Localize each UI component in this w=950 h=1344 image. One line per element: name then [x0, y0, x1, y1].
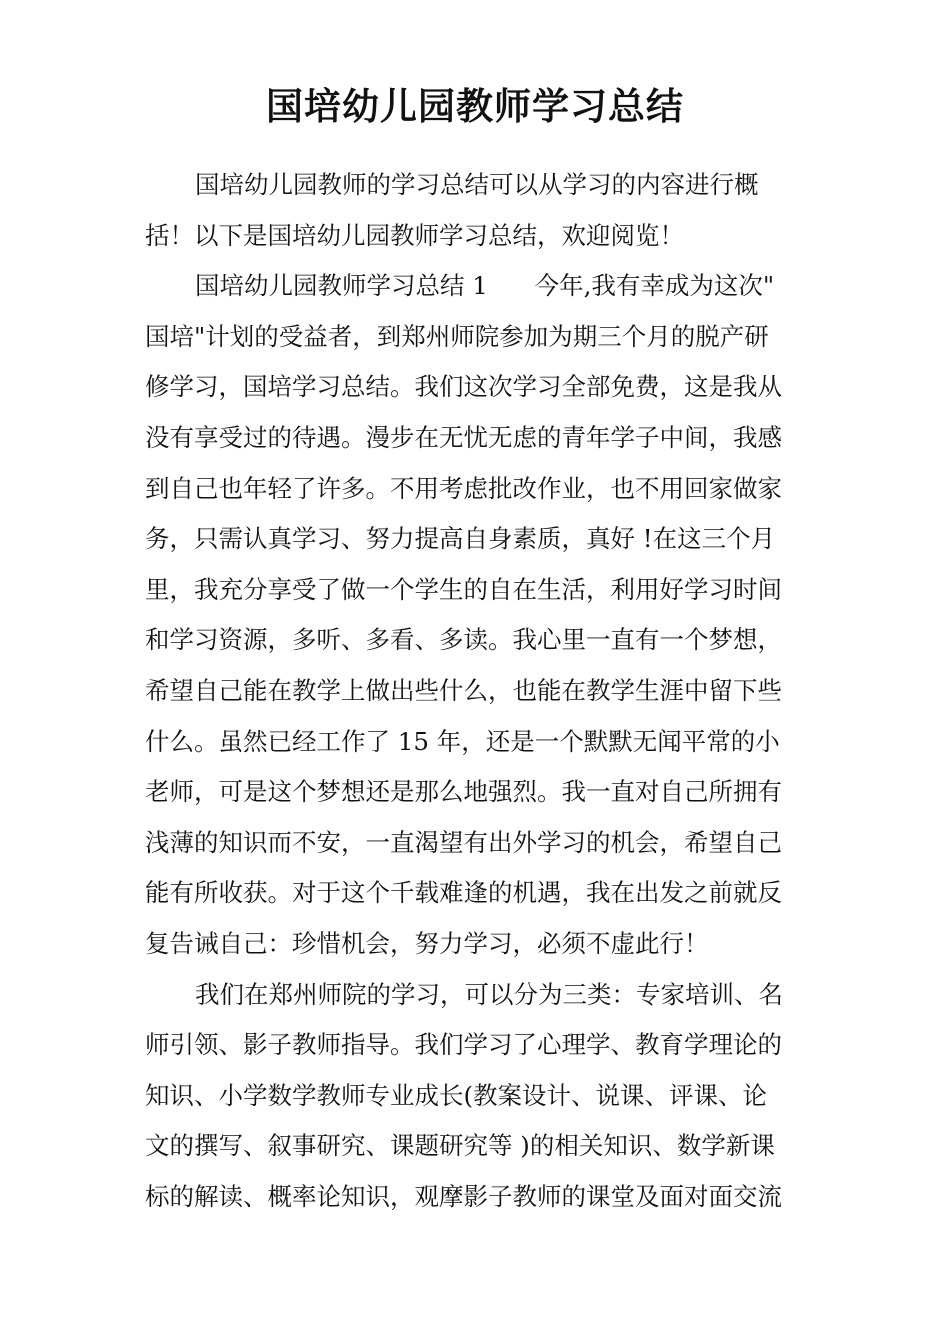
text-line: 国培"计划的受益者，到郑州师院参加为期三个月的脱产研	[145, 321, 769, 351]
text-line: 国培幼儿园教师学习总结 1 今年,我有幸成为这次"	[195, 271, 775, 301]
text-line: 括！以下是国培幼儿园教师学习总结，欢迎阅览！	[145, 220, 684, 250]
text-line: 我们在郑州师院的学习，可以分为三类：专家培训、名	[195, 979, 783, 1009]
text-line: 文的撰写、叙事研究、课题研究等 )的相关知识、数学新课	[145, 1131, 775, 1161]
text-line: 到自己也年轻了许多。不用考虑批改作业，也不用回家做家	[145, 473, 782, 503]
text-line: 修学习，国培学习总结。我们这次学习全部免费，这是我从	[145, 372, 782, 402]
text-line: 师引领、影子教师指导。我们学习了心理学、教育学理论的	[145, 1030, 782, 1060]
text-line: 国培幼儿园教师的学习总结可以从学习的内容进行概	[195, 170, 759, 199]
text-line: 什么。虽然已经工作了 15 年，还是一个默默无闻平常的小	[145, 726, 780, 756]
text-line: 复告诫自己：珍惜机会，努力学习，必须不虚此行！	[145, 928, 709, 958]
text-line: 希望自己能在教学上做出些什么，也能在教学生涯中留下些	[145, 675, 782, 705]
text-line: 能有所收获。对于这个千载难逢的机遇，我在出发之前就反	[145, 878, 782, 908]
text-line: 和学习资源，多听、多看、多读。我心里一直有一个梦想，	[145, 625, 782, 655]
text-line: 浅薄的知识而不安，一直渴望有出外学习的机会，希望自己	[145, 827, 782, 857]
text-line: 知识、小学数学教师专业成长(教案设计、说课、评课、论	[145, 1080, 768, 1110]
text-line: 标的解读、概率论知识，观摩影子教师的课堂及面对面交流	[145, 1181, 782, 1211]
document-body	[145, 160, 805, 1222]
text-line: 老师，可是这个梦想还是那么地强烈。我一直对自己所拥有	[145, 777, 782, 807]
text-line: 务，只需认真学习、努力提高自身素质，真好 !在这三个月	[145, 524, 776, 554]
text-line: 里，我充分享受了做一个学生的自在生活，利用好学习时间	[145, 574, 782, 604]
text-line: 没有享受过的待遇。漫步在无忧无虑的青年学子中间，我感	[145, 422, 782, 452]
document-title: 国培幼儿园教师学习总结	[266, 84, 684, 128]
